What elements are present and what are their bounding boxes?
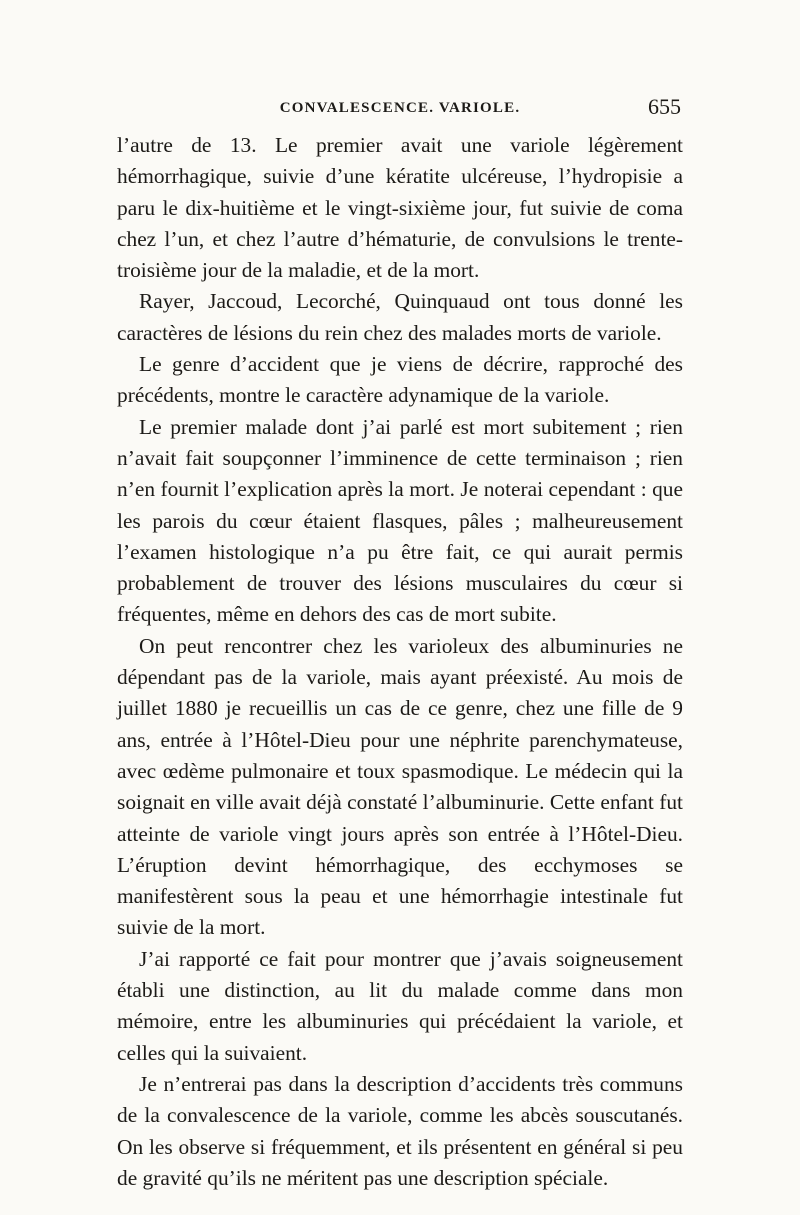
book-page [117, 94, 683, 1194]
paragraph-4: Le premier malade dont j’ai parlé est mort subitement ; rien n’avait fait soupçonner l’imminence de cette terminaison ; rien n’en fournit l’explication après la mort. Je noterai cependant : que les parois du cœur étaient flasques, pâles ; malheureusement l’examen histologique n’a pu être fait, ce qui aurait permis probablement de trouver des lésions musculaires du cœur si fréquentes, même en dehors des cas de mort subite. [117, 414, 683, 627]
paragraph-6: J’ai rapporté ce fait pour montrer que j’avais soigneusement établi une distinction, au lit du malade comme dans mon mémoire, entre les albuminuries qui précédaient la variole, et celles qui la suivaient. [117, 946, 683, 1065]
body-text [117, 130, 683, 1194]
paragraph-1: l’autre de 13. Le premier avait une variole légèrement hémorrhagique, suivie d’une kératite ulcéreuse, l’hydropisie a paru le dix-huitième et le vingt-sixième jour, fut suivie de coma chez l’un, et chez l’autre d’hématurie, de convulsions le trente-troisième jour de la maladie, et de la mort. [117, 133, 683, 283]
running-head: CONVALESCENCE. VARIOLE. [279, 100, 521, 116]
paragraph-7: Je n’entrerai pas dans la description d’accidents très communs de la convalescence de la variole, comme les abcès souscutanés. On les observe si fréquemment, et ils présentent en général si peu de gravité qu’ils ne méritent pas une description spéciale. [117, 1071, 683, 1190]
page-header [117, 94, 683, 124]
paragraph-3: Le genre d’accident que je viens de décrire, rapproché des précédents, montre le caractère adynamique de la variole. [117, 352, 683, 408]
page-number: 655 [648, 94, 681, 119]
paragraph-5: On peut rencontrer chez les varioleux des albuminuries ne dépendant pas de la variole, mais ayant préexisté. Au mois de juillet 1880 je recueillis un cas de ce genre, chez une fille de 9 ans, entrée à l’Hôtel-Dieu pour une néphrite parenchymateuse, avec œdème pulmonaire et toux spasmodique. Le médecin qui la soignait en ville avait déjà constaté l’albuminurie. Cette enfant fut atteinte de variole vingt jours après son entrée à l’Hôtel-Dieu. L’éruption devint hémorrhagique, des ecchymoses se manifestèrent sous la peau et une hémorrhagie intestinale fut suivie de la mort. [117, 633, 683, 940]
paragraph-2: Rayer, Jaccoud, Lecorché, Quinquaud ont tous donné les caractères de lésions du rein chez des malades morts de variole. [117, 289, 683, 345]
